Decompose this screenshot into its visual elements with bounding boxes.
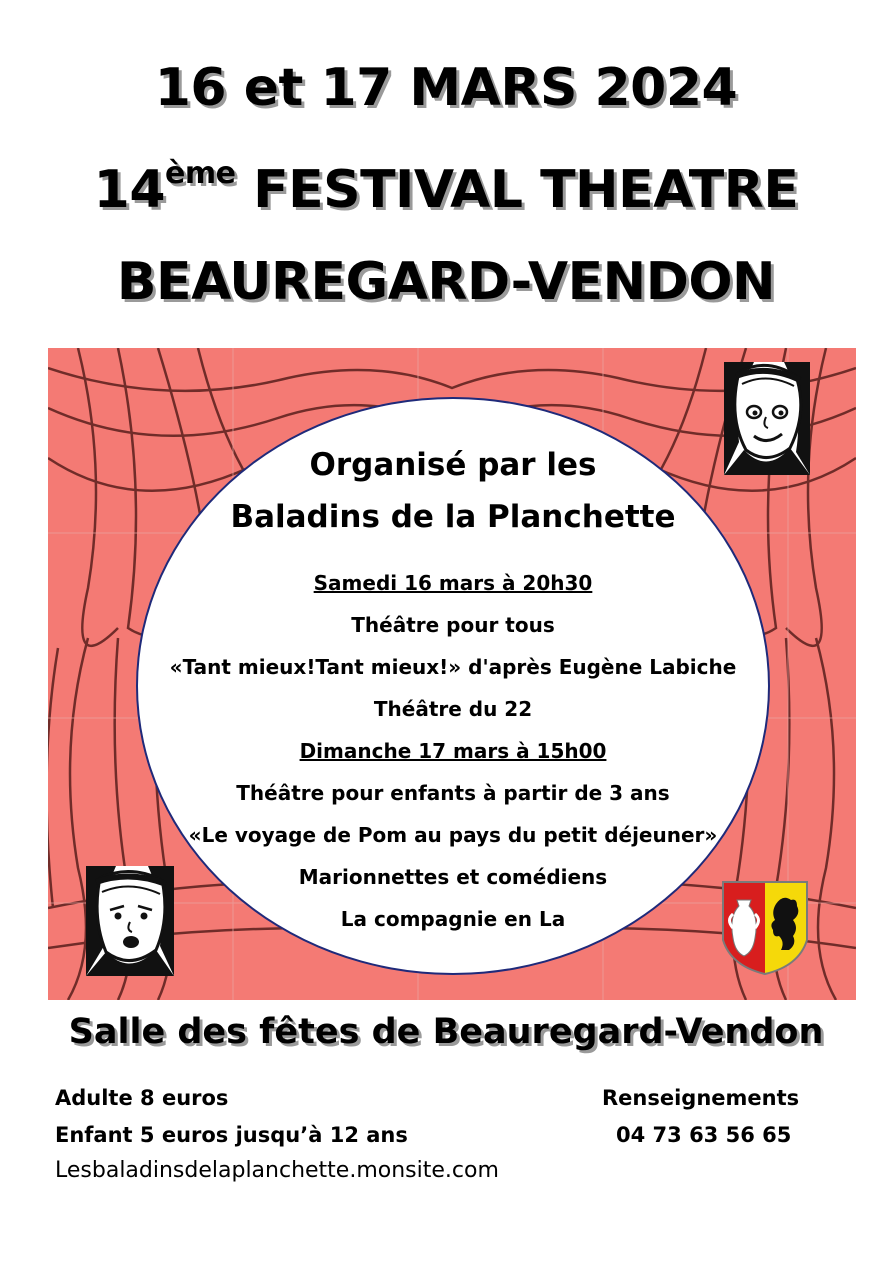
organizer-line-1: Organisé par les [309,447,597,483]
comedy-mask-icon [724,362,810,475]
venue-name: Salle des fêtes de Beauregard-Vendon [68,1012,824,1052]
edition-number: 14 [93,160,166,220]
festival-title [0,156,892,220]
sunday-format: Marionnettes et comédiens [298,865,608,889]
adult-price: Adulte 8 euros [55,1086,229,1110]
website-link[interactable]: Lesbaladinsdelaplanchette.monsite.com [55,1158,499,1183]
organizer-line-2: Baladins de la Planchette [230,499,676,535]
festival-town: BEAUREGARD-VENDON [116,252,776,312]
sunday-play-title: «Le voyage de Pom au pays du petit déjeuner» [188,823,718,847]
coat-of-arms-icon [721,880,809,976]
child-price: Enfant 5 euros jusqu’à 12 ans [55,1123,408,1147]
event-date: 16 et 17 MARS 2024 [154,58,738,118]
edition-suffix: ème [165,156,236,191]
sunday-audience: Théâtre pour enfants à partir de 3 ans [236,781,670,805]
sunday-company: La compagnie en La [340,907,566,931]
saturday-company: Théâtre du 22 [373,697,533,721]
festival-title-text: FESTIVAL THEATRE [235,160,799,220]
tragedy-mask-icon [86,866,174,976]
saturday-audience: Théâtre pour tous [351,613,555,637]
contact-label: Renseignements [602,1086,800,1110]
saturday-play-title: «Tant mieux!Tant mieux!» d'après Eugène Labiche [169,655,737,679]
contact-phone[interactable]: 04 73 63 56 65 [616,1123,792,1147]
saturday-heading: Samedi 16 mars à 20h30 [313,571,593,595]
sunday-heading: Dimanche 17 mars à 15h00 [299,739,607,763]
